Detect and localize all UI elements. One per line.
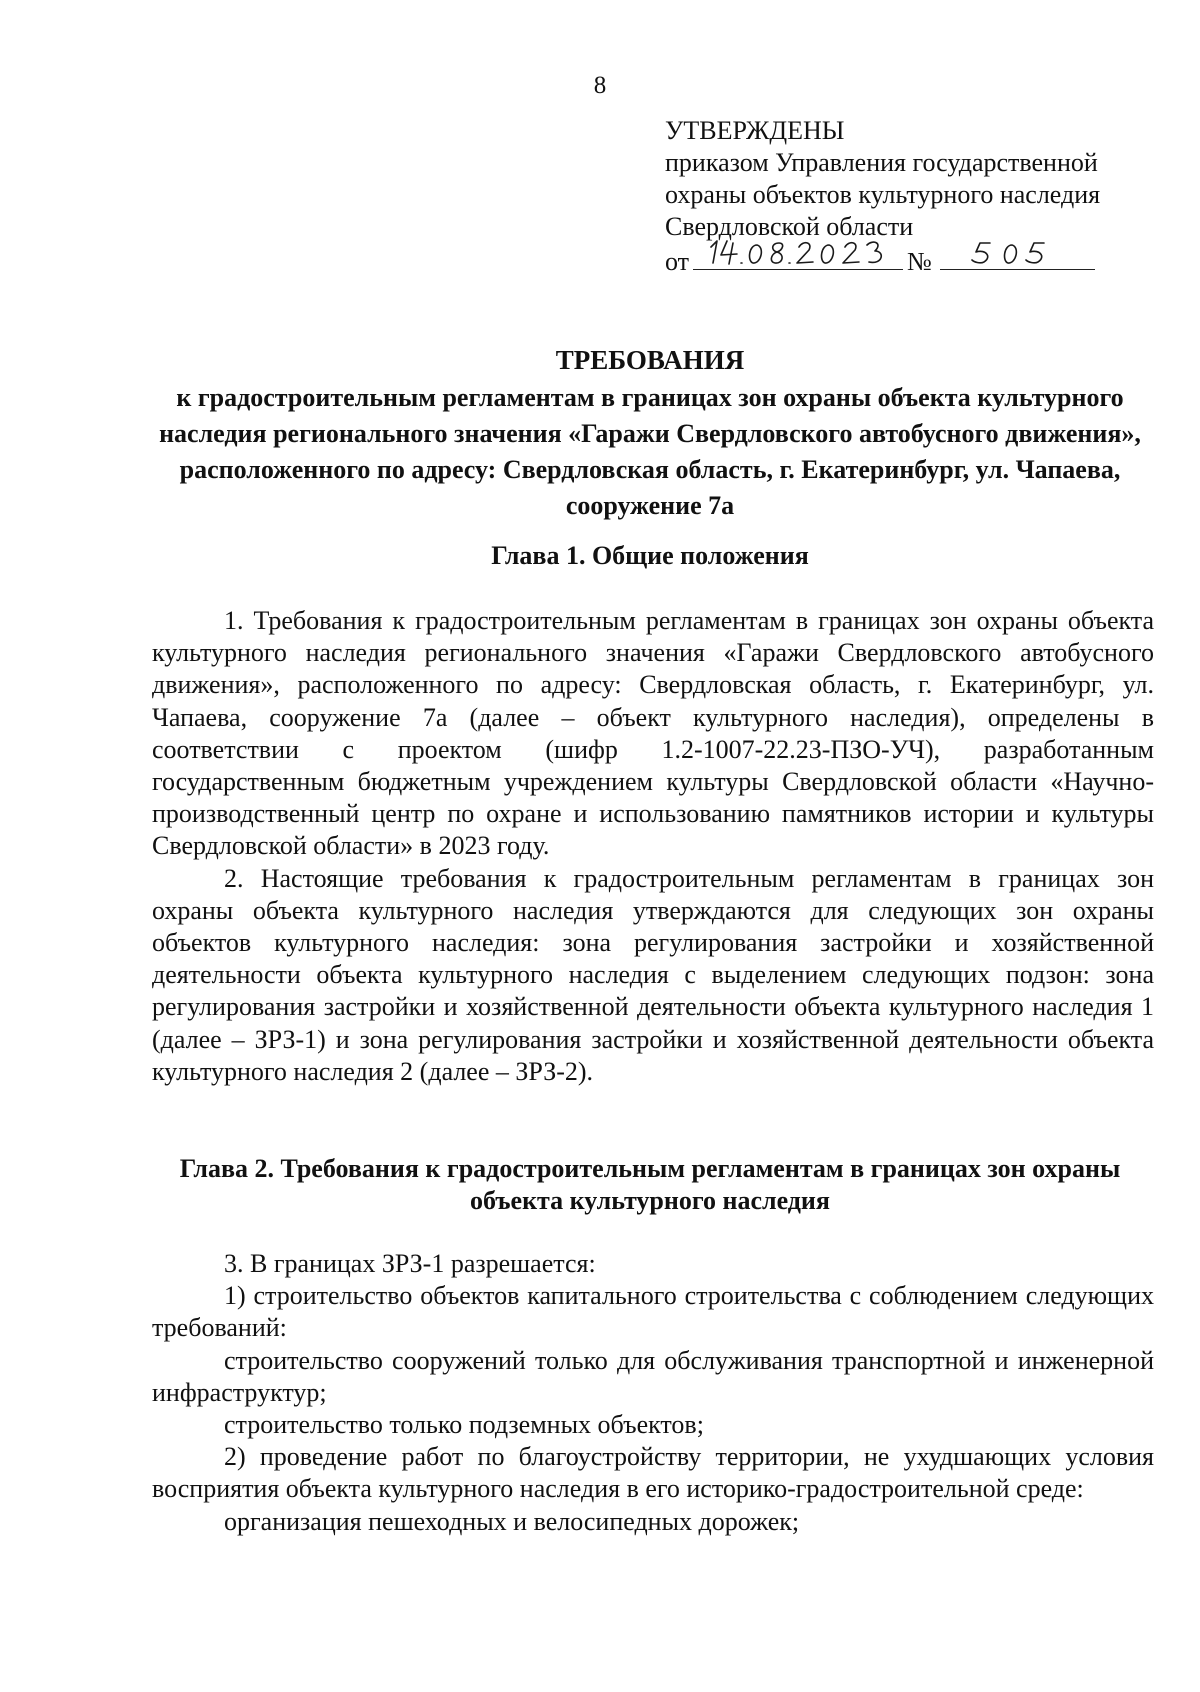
paragraph-3: 3. В границах ЗРЗ-1 разрешается:: [224, 1249, 596, 1278]
approval-date-line: [665, 243, 1185, 278]
list-subitem-2: строительство только подземных объектов;: [224, 1410, 704, 1440]
list-item-1: 1) строительство объектов капитального строительства с соблюдением следующих требований:: [152, 1281, 1154, 1343]
document-title: [150, 342, 1150, 524]
approval-line-1: приказом Управления государственной: [665, 148, 1098, 177]
chapter-2-heading: Глава 2. Требования к градостроительным регламентам в границах зон охраны объекта культурного наследия: [179, 1154, 1121, 1215]
handwritten-date-icon: [693, 237, 903, 271]
paragraph-2: 2. Настоящие требования к градостроительным регламентам в границах зон охраны объекта культурного наследия утверждаются для следующих зон охраны объектов культурного наследия: зона регулирования застройки и хозяйственной деятельности объекта культурного наследия с выделением следующих подзон: зона регулирования застройки и хозяйственной деятельности объекта культурного наследия 1 (далее – ЗРЗ-1) и зона регулирования застройки и хозяйственной деятельности объекта культурного наследия 2 (далее – ЗРЗ-2).: [152, 863, 1154, 1086]
handwritten-number-icon: [940, 237, 1095, 271]
list-subitem-3: организация пешеходных и велосипедных дорожек;: [224, 1506, 800, 1536]
approval-title: УТВЕРЖДЕНЫ: [665, 116, 845, 145]
chapter-1-heading: Глава 1. Общие положения: [491, 541, 809, 570]
approval-block: [665, 115, 1185, 278]
handwritten-date: [693, 243, 903, 270]
approval-line-3: Свердловской области: [665, 212, 914, 241]
approval-line-2: охраны объектов культурного наследия: [665, 180, 1101, 209]
paragraph-1: 1. Требования к градостроительным регламентам в границах зон охраны объекта культурного наследия регионального значения «Гаражи Свердловского автобусного движения», расположенного по адресу: Свердловская область, г. Екатеринбург, ул. Чапаева, сооружение 7а (далее – объект культурного наследия), определены в соответствии с проектом (шифр 1.2-1007-22.23-ПЗО-УЧ), разработанным государственным бюджетным учреждением культуры Свердловской области «Научно-производственный центр по охране и использованию памятников истории и культуры Свердловской области» в 2023 году.: [152, 606, 1154, 861]
handwritten-number: [940, 243, 1095, 270]
list-subitem-1: строительство сооружений только для обслуживания транспортной и инженерной инфраструктур;: [152, 1345, 1154, 1407]
number-prefix: №: [907, 247, 932, 276]
chapter-1-body: [152, 605, 1154, 1088]
page-number: 8: [593, 72, 607, 99]
list-item-2: 2) проведение работ по благоустройству территории, не ухудшающих условия восприятия объекта культурного наследия в его историко-градостроительной среде:: [152, 1442, 1154, 1504]
document-heading: ТРЕБОВАНИЯ: [555, 345, 745, 375]
chapter-2-body: [152, 1248, 1154, 1538]
document-subtitle: к градостроительным регламентам в границах зон охраны объекта культурного наследия регионального значения «Гаражи Свердловского автобусного движения», расположенного по адресу: Свердловская область, г. Екатеринбург, ул. Чапаева, сооружение 7а: [159, 383, 1141, 520]
date-prefix: от: [665, 247, 690, 276]
